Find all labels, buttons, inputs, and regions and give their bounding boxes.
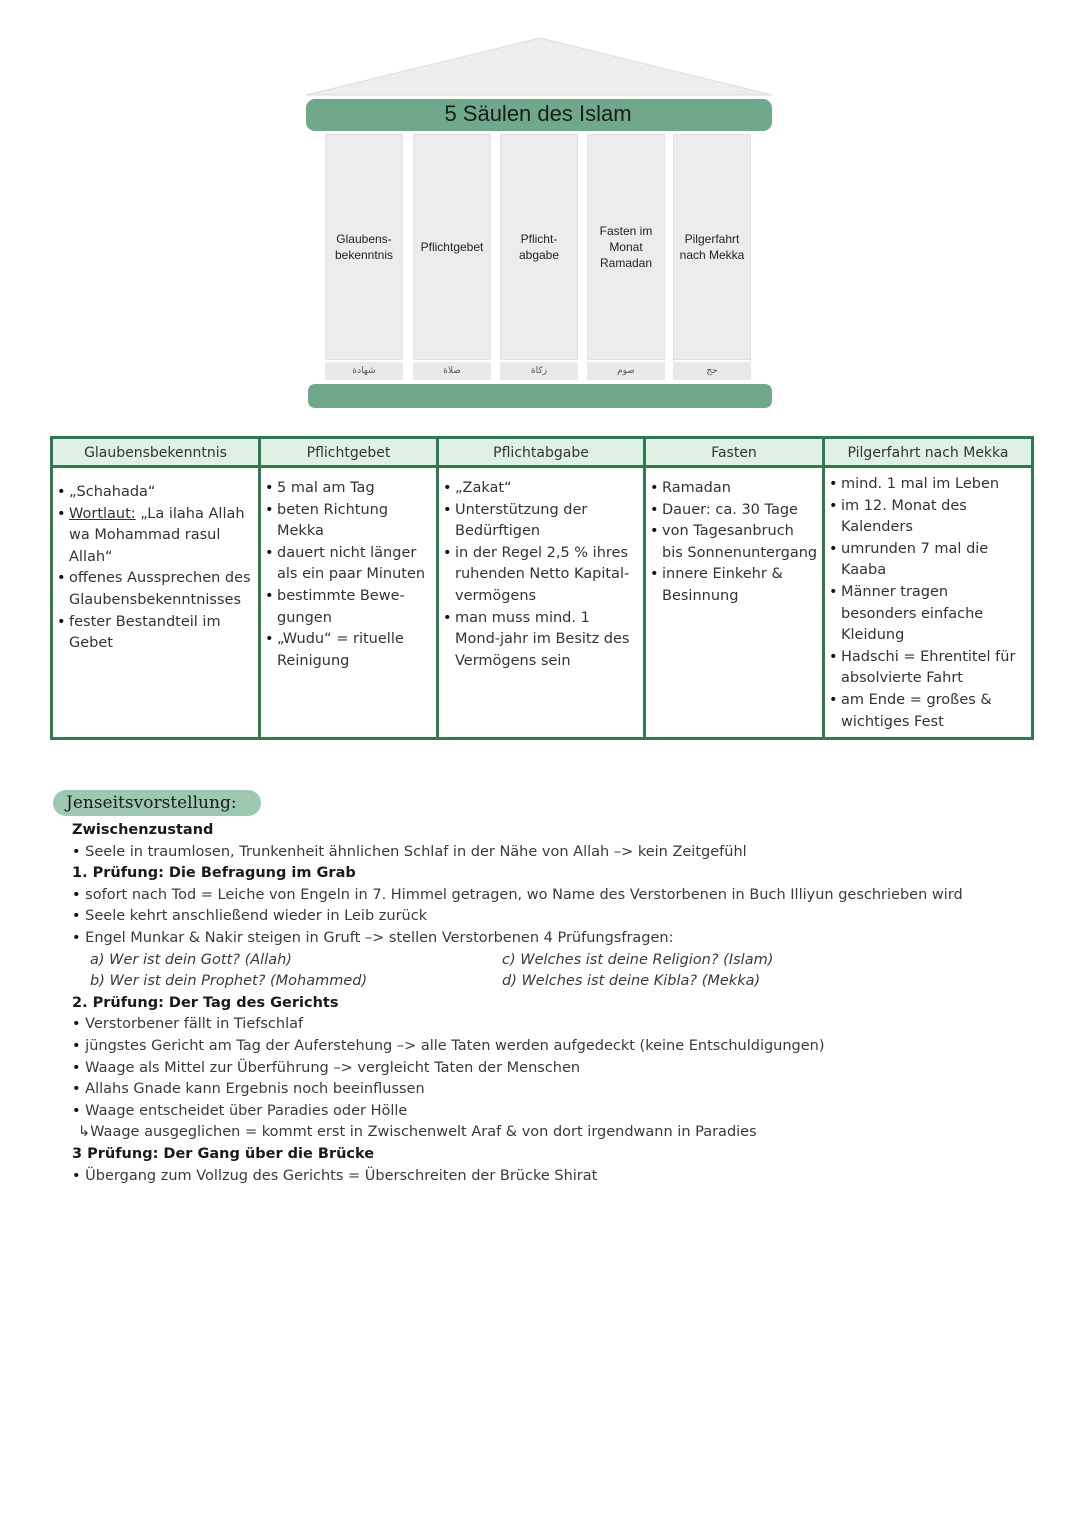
bullet-item: • Verstorbener fällt in Tiefschlaf (72, 1014, 1032, 1036)
table-header: Pflichtabgabe (438, 438, 645, 467)
question-c: c) Welches ist deine Religion? (Islam) (502, 951, 774, 968)
list-item: • dauert nicht länger als ein paar Minuten (265, 543, 432, 586)
list-item: • Hadschi = Ehrentitel für absolvierte Fahrt (829, 647, 1027, 690)
list-item: • bestimmte Bewe-gungen (265, 586, 432, 629)
question-a: a) Wer ist dein Gott? (Allah) (90, 951, 292, 968)
pillar-base-arabic: شهادة (325, 362, 403, 380)
cell-pilgerfahrt (824, 467, 1033, 739)
table-row (52, 467, 1033, 739)
list-item: • umrunden 7 mal die Kaaba (829, 539, 1027, 582)
pillar-base-arabic: صوم (587, 362, 665, 380)
table-header: Pflichtgebet (260, 438, 438, 467)
temple-base-beam (308, 384, 772, 408)
pillar-label: Pflicht- abgabe (518, 232, 560, 262)
list-item: • fester Bestandteil im Gebet (57, 612, 254, 655)
list-item: • im 12. Monat des Kalenders (829, 496, 1027, 539)
table-header: Glaubensbekenntnis (52, 438, 260, 467)
list-item: • „Wudu“ = rituelle Reinigung (265, 629, 432, 672)
list-item: • mind. 1 mal im Leben (829, 474, 1027, 496)
pillar-pflichtabgabe (500, 134, 578, 360)
cell-pflichtabgabe (438, 467, 645, 739)
list-item: • am Ende = großes & wichtiges Fest (829, 690, 1027, 733)
question-row (72, 971, 1032, 993)
list-item: • 5 mal am Tag (265, 478, 432, 500)
bullet-item: • Waage entscheidet über Paradies oder Hölle (72, 1101, 1032, 1123)
list-item: • von Tagesanbruch bis Sonnenuntergang (650, 521, 818, 564)
bullet-item: • Übergang zum Vollzug des Gerichts = Überschreiten der Brücke Shirat (72, 1166, 1032, 1188)
pillar-glaubensbekenntnis (325, 134, 403, 360)
pillar-label: Pilgerfahrt nach Mekka (679, 232, 745, 262)
pillars-temple-diagram (300, 36, 780, 416)
bullet-item: • sofort nach Tod = Leiche von Engeln in 7. Himmel getragen, wo Name des Verstorbenen in Buch Illiyun geschrieben wird (72, 885, 1032, 907)
pillar-pflichtgebet (413, 134, 491, 360)
list-item: • Männer tragen besonders einfache Kleidung (829, 582, 1027, 647)
pillars-table (50, 436, 1034, 740)
section-heading: Zwischenzustand (72, 822, 214, 838)
question-d: d) Welches ist deine Kibla? (Mekka) (502, 973, 761, 990)
bullet-item: • jüngstes Gericht am Tag der Auferstehung –> alle Taten werden aufgedeckt (keine Entschuldigungen) (72, 1036, 1032, 1058)
temple-title: 5 Säulen des Islam (444, 101, 632, 126)
bullet-item: • Seele in traumlosen, Trunkenheit ähnlichen Schlaf in der Nähe von Allah –> kein Zeitgefühl (72, 842, 1032, 864)
list-item: • Ramadan (650, 478, 818, 500)
section-heading: 3 Prüfung: Der Gang über die Brücke (72, 1145, 375, 1162)
jenseits-section (72, 820, 1032, 1187)
list-item: • offenes Aussprechen des Glaubensbekenntnisses (57, 568, 254, 611)
pillar-base-arabic: صلاة (413, 362, 491, 380)
question-b: b) Wer ist dein Prophet? (Mohammed) (90, 973, 368, 990)
list-item: • „Zakat“ (443, 478, 639, 500)
list-item: • „Schahada“ (57, 482, 254, 504)
table-header-row (52, 438, 1033, 467)
pillar-base-arabic: زكاة (500, 362, 578, 380)
wortlaut-text: „La ilaha Allah wa Mohammad rasul Allah“ (69, 505, 245, 565)
bullet-item: • Engel Munkar & Nakir steigen in Gruft –> stellen Verstorbenen 4 Prüfungsfragen: (72, 928, 1032, 950)
table-header: Fasten (645, 438, 824, 467)
bullet-item: • Allahs Gnade kann Ergebnis noch beeinflussen (72, 1079, 1032, 1101)
list-item: • in der Regel 2,5 % ihres ruhenden Netto Kapital-vermögens (443, 543, 639, 608)
pillar-pilgerfahrt (673, 134, 751, 360)
pillar-label: Fasten im Monat Ramadan (599, 224, 653, 270)
cell-glaubensbekenntnis (52, 467, 260, 739)
pillar-label: Glaubens- bekenntnis (334, 232, 394, 262)
bullet-item: • Seele kehrt anschließend wieder in Leib zurück (72, 906, 1032, 928)
cell-pflichtgebet (260, 467, 438, 739)
list-item: • beten Richtung Mekka (265, 500, 432, 543)
section-heading: 1. Prüfung: Die Befragung im Grab (72, 865, 356, 882)
list-item: • Unterstützung der Bedürftigen (443, 500, 639, 543)
list-item: • Dauer: ca. 30 Tage (650, 500, 818, 522)
table-header: Pilgerfahrt nach Mekka (824, 438, 1033, 467)
section-heading: 2. Prüfung: Der Tag des Gerichts (72, 994, 339, 1011)
pillar-base-arabic: حج (673, 362, 751, 380)
cell-fasten (645, 467, 824, 739)
jenseits-heading-badge: Jenseitsvorstellung: (53, 790, 261, 816)
wortlaut-label: Wortlaut: (69, 505, 136, 522)
question-row (72, 950, 1032, 972)
arrow-note: ↳Waage ausgeglichen = kommt erst in Zwischenwelt Araf & von dort irgendwann in Paradies (78, 1124, 757, 1141)
pillar-label: Pflichtgebet (420, 240, 484, 254)
temple-roof (306, 38, 772, 95)
bullet-item: • Waage als Mittel zur Überführung –> vergleicht Taten der Menschen (72, 1058, 1032, 1080)
pillar-fasten (587, 134, 665, 360)
list-item (57, 504, 254, 569)
list-item: • man muss mind. 1 Mond-jahr im Besitz des Vermögens sein (443, 608, 639, 673)
list-item: • innere Einkehr & Besinnung (650, 564, 818, 607)
